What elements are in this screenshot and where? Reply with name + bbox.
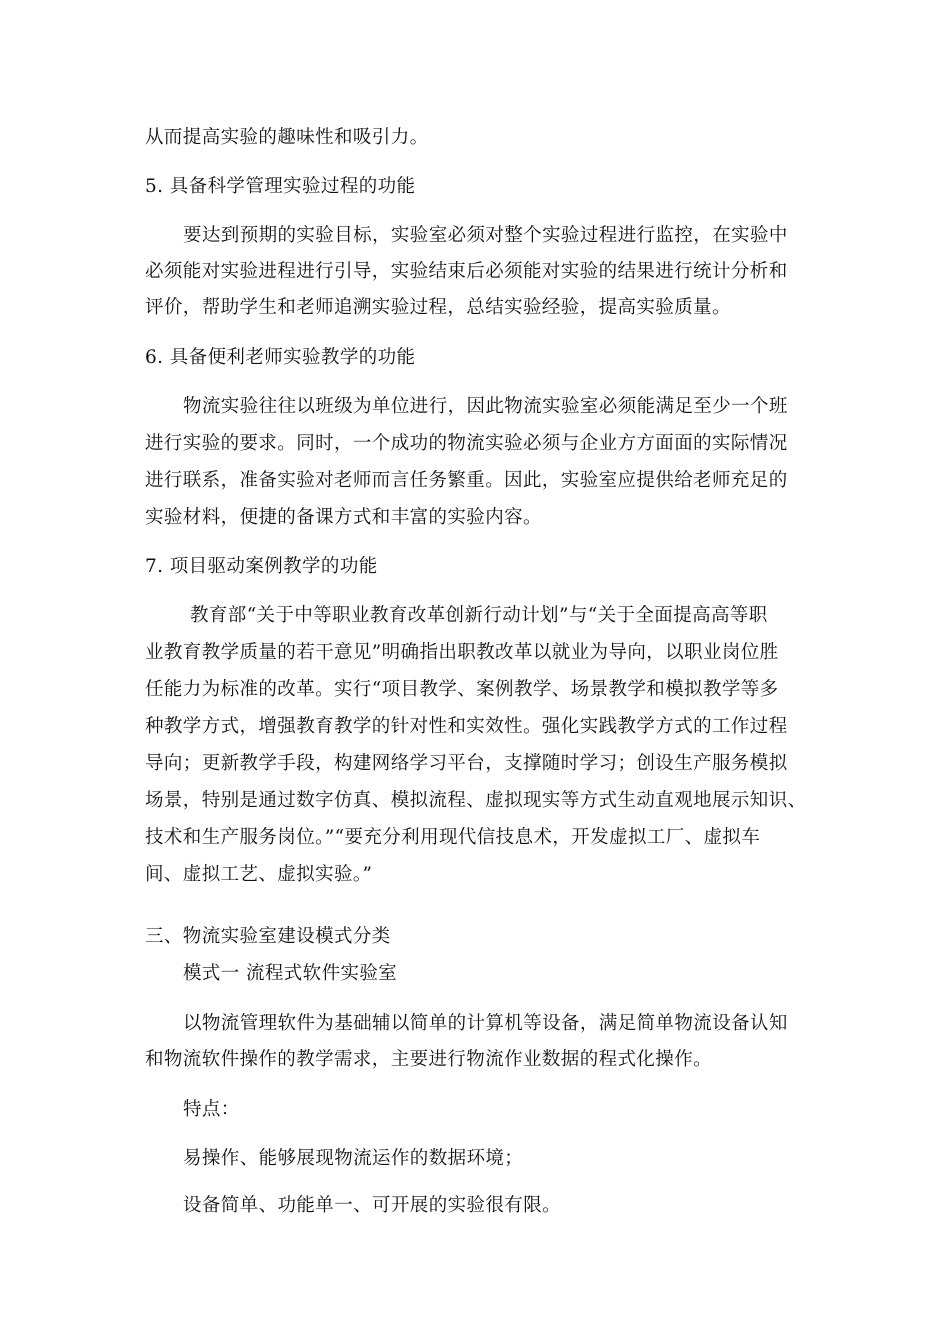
paragraph-line: 物流实验往往以班级为单位进行，因此物流实验室必须能满足至少一个班: [183, 396, 788, 417]
paragraph-line: 必须能对实验进程进行引导，实验结束后必须能对实验的结果进行统计分析和: [145, 261, 788, 282]
feature-item: 易操作、能够展现物流运作的数据环境；: [183, 1148, 524, 1169]
paragraph-line: 业教育教学质量的若干意见”明确指出职教改革以就业为导向，以职业岗位胜: [145, 642, 779, 663]
paragraph-line: 种教学方式，增强教育教学的针对性和实效性。强化实践教学方式的工作过程: [145, 716, 788, 737]
paragraph-line: 间、虚拟工艺、虚拟实验。”: [145, 864, 373, 885]
paragraph-line: 任能力为标准的改革。实行“项目教学、案例教学、场景教学和模拟教学等多: [145, 679, 779, 700]
paragraph-line: 以物流管理软件为基础辅以简单的计算机等设备，满足简单物流设备认知: [183, 1013, 788, 1034]
feature-item: 设备简单、功能单一、可开展的实验很有限。: [183, 1195, 562, 1216]
paragraph-line: 评价，帮助学生和老师追溯实验过程，总结实验经验，提高实验质量。: [145, 297, 731, 318]
section-heading-5: 5. 具备科学管理实验过程的功能: [145, 176, 416, 197]
chapter-heading-3: 三、物流实验室建设模式分类: [145, 926, 391, 947]
paragraph-line: 场景，特别是通过数字仿真、模拟流程、虚拟现实等方式生动直观地展示知识、: [145, 790, 807, 811]
paragraph-line: 要达到预期的实验目标，实验室必须对整个实验过程进行监控，在实验中: [183, 225, 788, 246]
paragraph-line: 进行联系，准备实验对老师而言任务繁重。因此，实验室应提供给老师充足的: [145, 470, 788, 491]
paragraph-line: 进行实验的要求。同时，一个成功的物流实验必须与企业方方面面的实际情况: [145, 433, 788, 454]
paragraph-line: 导向；更新教学手段，构建网络学习平台，支撑随时学习；创设生产服务模拟: [145, 753, 788, 774]
section-heading-7: 7. 项目驱动案例教学的功能: [145, 556, 378, 577]
features-label: 特点：: [183, 1099, 240, 1120]
paragraph-line: 实验材料，便捷的备课方式和丰富的实验内容。: [145, 507, 542, 528]
paragraph-line: 教育部“关于中等职业教育改革创新行动计划”与“关于全面提高高等职: [190, 605, 768, 626]
mode-heading: 模式一 流程式软件实验室: [183, 963, 398, 984]
section-heading-6: 6. 具备便利老师实验教学的功能: [145, 347, 416, 368]
paragraph-line: 技术和生产服务岗位。”“要充分利用现代信技息术，开发虚拟工厂、虚拟车: [145, 827, 761, 848]
paragraph-line: 从而提高实验的趣味性和吸引力。: [145, 127, 429, 148]
paragraph-line: 和物流软件操作的教学需求，主要进行物流作业数据的程式化操作。: [145, 1049, 713, 1070]
